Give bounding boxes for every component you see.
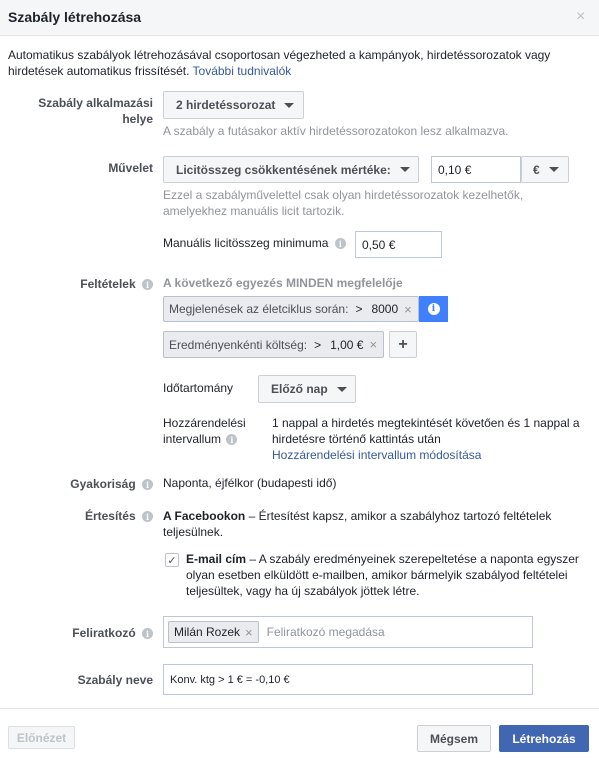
action-help-line2: amelyekhez manuális licit tartozik.: [163, 204, 345, 218]
info-icon[interactable]: i: [142, 628, 153, 639]
remove-condition-2-icon[interactable]: ×: [369, 337, 378, 352]
info-icon[interactable]: i: [142, 479, 153, 490]
condition-2-value: 1,00 €: [330, 337, 364, 352]
frequency-label: [8, 476, 153, 492]
notification-label: [8, 508, 153, 524]
rule-name-input[interactable]: Konv. ktg > 1 € = -0,10 €: [163, 664, 533, 695]
facebook-notification-text: – Értesítést kapsz, amikor a szabályhoz tartozó feltételek: [245, 509, 552, 523]
attribution-label-line2: intervallum: [163, 432, 222, 446]
apply-to-help: A szabály a futásakor aktív hirdetéssorozatokon lesz alkalmazva.: [163, 124, 509, 138]
dialog-title: Szabály létrehozása: [8, 9, 142, 25]
add-condition-button[interactable]: +: [389, 331, 417, 358]
email-notification-text: – A szabály eredményeinek szerepeltetése a naponta egyszer: [246, 552, 579, 566]
action-label: Művelet: [108, 161, 153, 175]
apply-to-label-line1: Szabály alkalmazási: [38, 96, 153, 110]
action-value: Licitösszeg csökkentésének mértéke:: [176, 162, 391, 177]
create-button[interactable]: Létrehozás: [499, 725, 589, 752]
conditions-label-text: Feltételek: [80, 277, 136, 291]
condition-2-name: Eredményenkénti költség:: [169, 337, 308, 352]
subscriber-label-text: Feliratkozó: [72, 626, 136, 640]
info-icon[interactable]: i: [142, 279, 153, 290]
condition-2-operator: >: [314, 337, 322, 352]
facebook-notification: [163, 508, 583, 540]
attribution-label: [163, 415, 246, 447]
conditions-label: [8, 276, 153, 292]
close-icon[interactable]: ×: [576, 8, 586, 25]
apply-to-value: 2 hirdetéssorozat: [176, 98, 276, 112]
attribution-label-line1: Hozzárendelési: [163, 416, 246, 430]
conditions-heading: A következő egyezés MINDEN megfelelője: [163, 276, 403, 290]
info-icon: i: [428, 303, 440, 315]
condition-1-value: 8000: [371, 302, 399, 316]
info-icon[interactable]: i: [335, 238, 346, 249]
notification-label-text: Értesítés: [84, 509, 136, 523]
chevron-down-icon: [400, 167, 410, 172]
email-checkbox[interactable]: [165, 553, 179, 567]
email-notification-title: E-mail cím: [186, 552, 247, 566]
chevron-down-icon: [337, 387, 347, 392]
attribution-text-line2: hirdetésre történő kattintás után: [272, 432, 441, 446]
cancel-button[interactable]: Mégsem: [417, 725, 491, 752]
email-notification-text-line3: teljesültek, vagy ha új szabályok jöttek létre.: [186, 584, 420, 598]
condition-1-operator: >: [355, 302, 363, 316]
apply-to-label-line2: helye: [122, 112, 153, 126]
attribution-change-link[interactable]: Hozzárendelési intervallum módosítása: [272, 448, 482, 462]
learn-more-link[interactable]: További tudnivalók: [192, 64, 292, 78]
subscriber-token[interactable]: [168, 621, 259, 643]
subscriber-label: [8, 625, 153, 641]
facebook-notification-title: A Facebookon: [163, 509, 246, 523]
currency-value: €: [533, 162, 540, 177]
attribution-text-line1: 1 nappal a hirdetés megtekintését követően és 1 nappal a: [272, 416, 580, 430]
email-notification-text-line2: olyan esetben elküldött e-mailben, amikor bármelyik szabályod feltételei: [186, 568, 568, 582]
preview-button[interactable]: Előnézet: [8, 726, 75, 749]
chevron-down-icon: [284, 103, 294, 108]
currency-dropdown[interactable]: [521, 156, 569, 183]
time-range-label: Időtartomány: [163, 381, 234, 395]
action-dropdown[interactable]: [163, 156, 419, 183]
info-icon[interactable]: i: [142, 511, 153, 522]
rule-name-label: Szabály neve: [77, 673, 153, 687]
intro-description: Automatikus szabályok létrehozásával csoportosan végezheted a kampányok, hirdetéssorozatok vagy hirdetések automatikus frissítését.: [8, 48, 551, 78]
info-icon[interactable]: i: [226, 434, 237, 445]
action-help: [163, 187, 523, 219]
min-bid-label: [163, 236, 346, 250]
frequency-label-text: Gyakoriság: [70, 477, 136, 491]
chevron-down-icon: [549, 167, 559, 172]
condition-1[interactable]: [163, 296, 419, 322]
facebook-notification-text-line2: teljesülnek.: [163, 525, 224, 539]
min-bid-input[interactable]: 0,50 €: [355, 231, 442, 258]
check-icon: ✓: [167, 554, 177, 567]
frequency-value: Naponta, éjfélkor (budapesti idő): [163, 476, 337, 490]
subscriber-placeholder: Feliratkozó megadása: [266, 625, 385, 639]
apply-to-dropdown[interactable]: [163, 91, 304, 119]
condition-1-info-button[interactable]: [419, 296, 448, 322]
action-amount-input[interactable]: 0,10 €: [431, 156, 521, 183]
remove-subscriber-icon[interactable]: ×: [245, 624, 253, 640]
remove-condition-1-icon[interactable]: ×: [404, 301, 412, 317]
time-range-dropdown[interactable]: [258, 375, 356, 403]
action-help-line1: Ezzel a szabályművelettel csak olyan hirdetéssorozatok kezelhetők,: [163, 188, 524, 202]
min-bid-label-text: Manuális licitösszeg minimuma: [163, 236, 329, 250]
email-notification: [186, 551, 586, 599]
intro-text: [8, 47, 588, 79]
time-range-value: Előző nap: [271, 382, 328, 396]
apply-to-label: [8, 95, 153, 127]
attribution-text: [272, 415, 580, 463]
subscriber-input[interactable]: [163, 616, 533, 648]
subscriber-token-name: Milán Rozek: [174, 625, 241, 639]
condition-2[interactable]: [163, 331, 384, 358]
condition-1-name: Megjelenések az életciklus során:: [169, 302, 349, 316]
